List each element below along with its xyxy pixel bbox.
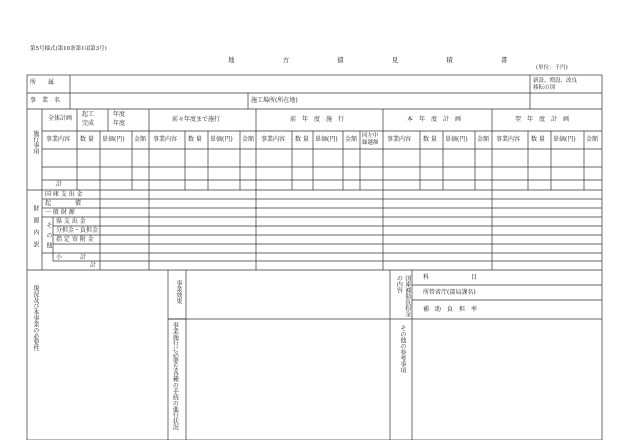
- subsidy-row-rate: 補 助 負 担 率: [423, 306, 478, 313]
- finance-row-general: 一 般 財 源: [45, 209, 75, 216]
- finance-row-subtotal: 小 計: [56, 254, 87, 261]
- finance-row-share: 分担金・負担金: [56, 227, 99, 234]
- subsidy-label: 国庫補助負担金の内容: [395, 275, 411, 317]
- col-amount-2: 金額: [242, 136, 255, 143]
- procedure-label: 事業施行に必要な各種の手続の進行状況: [171, 322, 179, 430]
- completion-label: 完成: [82, 120, 95, 127]
- finance-other-label: その他: [44, 222, 52, 252]
- col-quantity-5: 数 量: [531, 136, 545, 143]
- remarks-label: その他の参考事項: [398, 325, 406, 373]
- finance-total-label: 計: [90, 262, 97, 269]
- finance-row-national: 国 庫 支 出 金: [45, 191, 83, 198]
- col-amount-3: 金額: [345, 136, 358, 143]
- prev-fy-label: 前 年 度 施 行: [290, 116, 345, 123]
- construction-site-label: 施工場所(所在地): [251, 97, 298, 104]
- category-label: 新設、増設、改良 移転の別: [533, 78, 578, 92]
- col-unit-price-4: 単価(円): [445, 136, 468, 143]
- fy-start-label: 年度: [113, 111, 126, 118]
- subsidy-row-subject: 科 目: [423, 274, 478, 281]
- col-unit-price-1: 単価(円): [102, 136, 125, 143]
- col-quantity-3: 数 量: [295, 136, 309, 143]
- fy-end-label: 年度: [113, 120, 126, 127]
- prev-prev-fy-label: 前々年度まで施行: [172, 116, 221, 123]
- overall-plan-label: 全体計画: [48, 115, 73, 122]
- subsidy-row-ministry: 所管省庁(部局課名): [423, 289, 476, 296]
- start-label: 起工: [82, 111, 95, 118]
- finance-row-donation: 指 定 寄 附 金: [56, 236, 94, 243]
- col-quantity-1: 数 量: [80, 136, 94, 143]
- finance-row-prefecture: 県 支 出 金: [56, 218, 86, 225]
- col-amount-1: 金額: [134, 136, 147, 143]
- col-quantity-2: 数 量: [188, 136, 202, 143]
- effect-label: 事業効果: [174, 280, 182, 304]
- col-content-2: 事業内容: [153, 136, 178, 143]
- project-name-label: 事 業 名: [30, 97, 61, 104]
- next-fy-label: 翌 年 度 計 画: [515, 116, 570, 123]
- col-unit-price-2: 単価(円): [210, 136, 233, 143]
- document-title: 地 方 債 見 積 書: [228, 56, 531, 64]
- col-unit-price-3: 単価(円): [315, 136, 338, 143]
- col-quantity-4: 数 量: [423, 136, 437, 143]
- construction-total-label: 計: [56, 181, 63, 188]
- finance-side-label: 財源内訳: [31, 205, 39, 253]
- col-content-5: 事業内容: [496, 136, 521, 143]
- affiliation-label: 所 属: [30, 79, 55, 86]
- current-fy-label: 本 年 度 計 画: [407, 116, 462, 123]
- col-unit-price-5: 単価(円): [553, 136, 576, 143]
- col-amount-5: 金額: [586, 136, 599, 143]
- col-content-4: 事業内容: [387, 136, 412, 143]
- col-uncompleted: 同左中 繰越額: [362, 133, 379, 147]
- necessity-label: 現況及び本事業の必要性: [31, 285, 39, 351]
- construction-side-label: 施行事項: [31, 130, 39, 154]
- col-content-3: 事業内容: [261, 136, 286, 143]
- finance-row-bond: 起 債: [45, 200, 82, 207]
- col-content-1: 事業内容: [46, 136, 71, 143]
- form-number: 第5号様式(第10条第1項第3号): [30, 46, 107, 52]
- unit-label: (単位：千円): [536, 65, 568, 71]
- col-amount-4: 金額: [477, 136, 490, 143]
